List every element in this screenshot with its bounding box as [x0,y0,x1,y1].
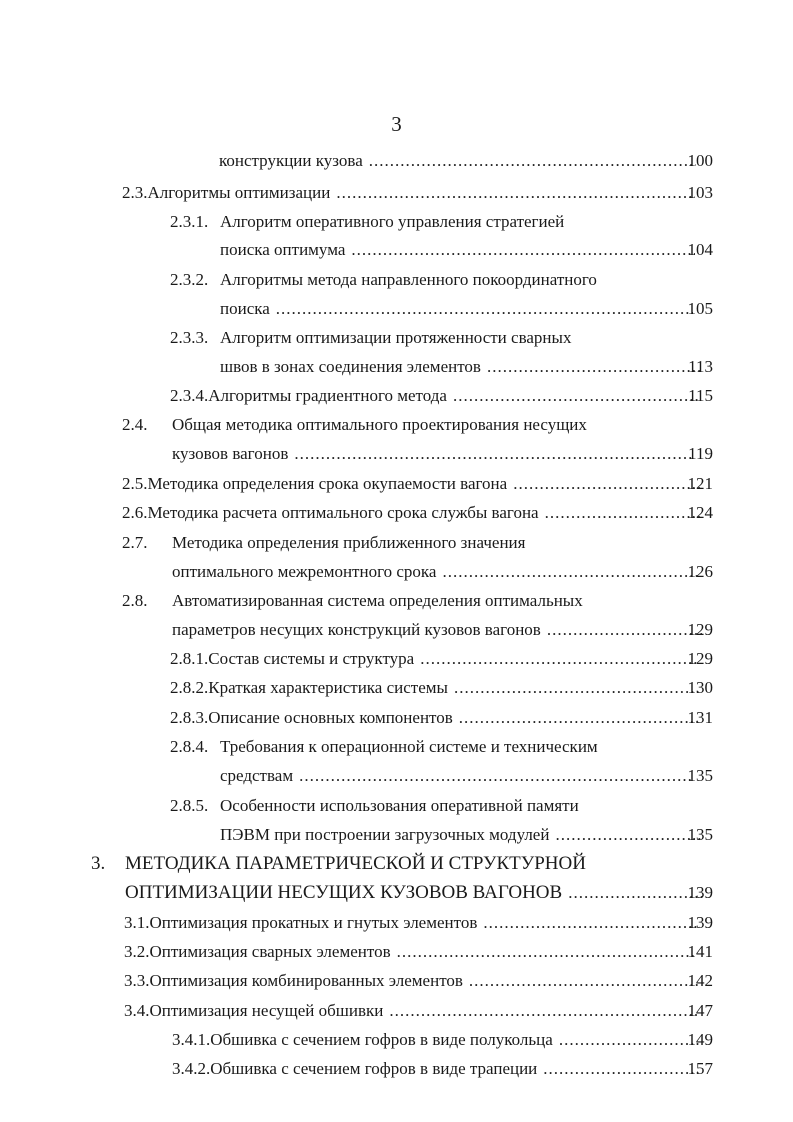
toc-entry-number: 3.4. [124,1001,150,1020]
toc-entry [124,913,713,933]
toc-entry-title: Обшивка с сечением гофров в виде полукольца [210,1030,553,1049]
toc-entry-number: 2.3. [122,183,148,202]
toc-entry-title: конструкции кузова [219,151,363,170]
toc-entry [220,240,713,260]
toc-entry [220,299,713,319]
toc-entry-page: 113 [688,357,713,376]
toc-entry-title: Краткая характеристика системы [208,678,448,697]
toc-entry-title: Алгоритмы метода направленного покоординатного [220,270,597,289]
toc-entry-title: ПЭВМ при построении загрузочных модулей [220,825,550,844]
toc-entry [170,212,713,232]
toc-entry-number: 2.8.1. [170,649,209,668]
toc-entry-page: 121 [687,474,713,493]
toc-entry [172,562,713,582]
toc-entry-title: оптимального межремонтного срока [172,562,437,581]
toc-entry-page: 103 [687,183,713,202]
toc-entry [170,649,713,669]
toc-entry [172,620,713,640]
toc-entry-number: 2.3.4. [170,386,209,405]
toc-entry-page: 130 [687,678,713,697]
toc-entry [122,533,713,553]
toc-entry-title: швов в зонах соединения элементов [220,357,481,376]
toc-entry [170,678,713,698]
toc-entry-number: 2.4. [122,415,148,434]
toc-entry [172,444,713,464]
toc-entry [172,1059,713,1079]
toc-entry [124,942,713,962]
toc-entry-title: Алгоритм оперативного управления стратегией [220,212,565,231]
toc-entry [124,971,713,991]
toc-entry-page: 142 [687,971,713,990]
toc-entry-page: 147 [687,1001,713,1020]
toc-entry-title: средствам [220,766,294,785]
toc-entry-number: 3.4.2. [172,1059,211,1078]
toc-entry [122,503,713,523]
toc-entry-number: 2.6. [122,503,148,522]
toc-entry-title: Особенности использования оперативной памяти [220,796,579,815]
toc-entry-title: Методика расчета оптимального срока службы вагона [147,503,539,522]
toc-entry [170,737,713,757]
toc-entry [124,1001,713,1021]
toc-entry [172,1030,713,1050]
toc-entry-page: 119 [688,444,713,463]
toc-entry-page: 104 [687,240,713,259]
toc-entry-title: Оптимизация несущей обшивки [149,1001,384,1020]
toc-entry-number: 3.4.1. [172,1030,211,1049]
toc-entry-number: 3.1. [124,913,150,932]
toc-entry-title: поиска оптимума [220,240,346,259]
toc-entry [170,796,713,816]
page-number: 3 [391,112,402,136]
toc-entry-title: Методика определения приближенного значения [172,533,526,552]
toc-entry-page: 149 [687,1030,713,1049]
toc-entry-number: 2.3.1. [170,212,209,231]
toc-entry [220,825,713,845]
toc-entry-page: 157 [687,1059,713,1078]
toc-entry-number: 2.3.3. [170,328,209,347]
toc-entry [220,766,713,786]
toc-entry-title: Требования к операционной системе и техническим [220,737,598,756]
toc-entry-page: 105 [687,299,713,318]
toc-entry [122,474,713,494]
toc-entry-page: 124 [687,503,713,522]
toc-entry-page: 139 [687,883,713,902]
toc-entry [220,357,713,377]
toc-entry-number: 3.3. [124,971,150,990]
toc-entry-number: 3. [91,853,106,874]
toc-entry-title: Оптимизация комбинированных элементов [149,971,463,990]
toc-entry-page: 129 [687,649,713,668]
toc-entry [122,415,713,435]
toc-entry [170,386,713,406]
toc-entry-title: ОПТИМИЗАЦИИ НЕСУЩИХ КУЗОВОВ ВАГОНОВ [125,882,563,903]
toc-entry-title: Методика определения срока окупаемости вагона [147,474,508,493]
toc-entry-number: 3.2. [124,942,150,961]
toc-entry-page: 129 [687,620,713,639]
toc-chapter [125,883,713,903]
toc-chapter [91,854,713,874]
toc-entry-title: Состав системы и структура [208,649,415,668]
toc-entry-page: 126 [687,562,713,581]
toc-entry-number: 2.8.4. [170,737,209,756]
toc-entry-title: Оптимизация сварных элементов [149,942,391,961]
toc-entry-number: 2.5. [122,474,148,493]
toc-entry-title: Автоматизированная система определения оптимальных [172,591,583,610]
toc-entry [170,708,713,728]
toc-entry-page: 135 [687,766,713,785]
toc-entry-page: 100 [687,151,713,170]
toc-entry [170,328,713,348]
toc-entry-page: 135 [687,825,713,844]
toc-entry [170,270,713,290]
toc-entry-title: параметров несущих конструкций кузовов вагонов [172,620,541,639]
toc-entry-title: поиска [220,299,270,318]
toc-entry-title: Алгоритм оптимизации протяженности сварных [220,328,572,347]
toc-entry-page: 115 [688,386,713,405]
toc-entry [122,183,713,203]
toc-entry-title: кузовов вагонов [172,444,289,463]
toc-entry-number: 2.3.2. [170,270,209,289]
toc-entry-title: Алгоритмы градиентного метода [208,386,447,405]
toc-entry-title: Оптимизация прокатных и гнутых элементов [149,913,478,932]
toc-entry-number: 2.7. [122,533,148,552]
toc-entry-title: МЕТОДИКА ПАРАМЕТРИЧЕСКОЙ И СТРУКТУРНОЙ [125,853,586,874]
toc-entry-page: 131 [687,708,713,727]
toc-entry [219,151,713,171]
toc-entry-page: 139 [687,913,713,932]
toc-entry-title: Алгоритмы оптимизации [147,183,331,202]
toc-entry-number: 2.8.5. [170,796,209,815]
toc-entry-number: 2.8.3. [170,708,209,727]
toc-entry-page: 141 [687,942,713,961]
toc-entry-title: Описание основных компонентов [208,708,453,727]
toc-entry-title: Общая методика оптимального проектирования несущих [172,415,587,434]
toc-entry-number: 2.8.2. [170,678,209,697]
toc-entry-number: 2.8. [122,591,148,610]
toc-entry [122,591,713,611]
toc-entry-title: Обшивка с сечением гофров в виде трапеции [210,1059,538,1078]
